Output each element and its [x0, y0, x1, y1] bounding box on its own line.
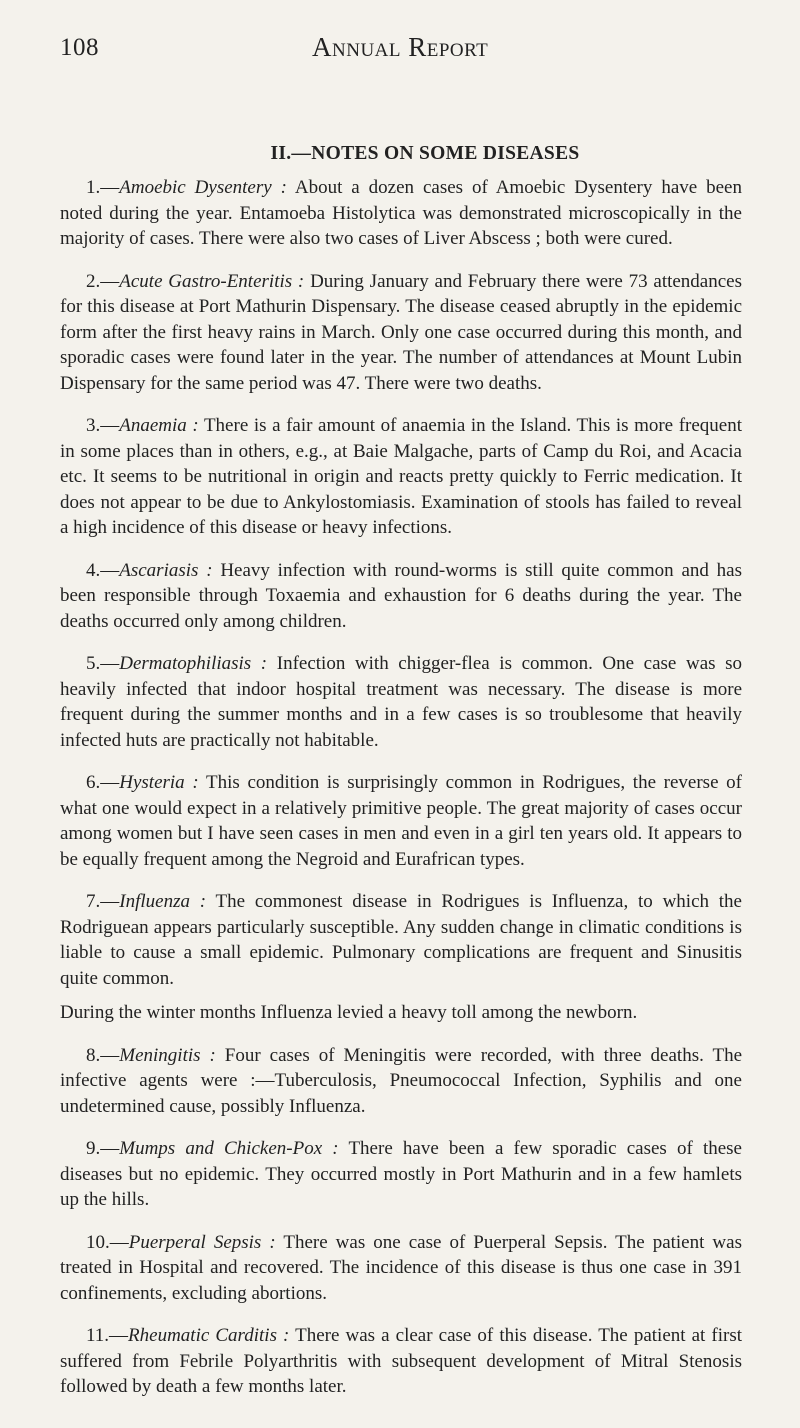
note-text: Heavy infection with round-worms is still quite common and has been responsible through Toxaemia and exhaustion for 6 deaths during the year. The deaths occurred only among children.	[60, 559, 743, 632]
note-disease-name: Acute Gastro-Enteritis :	[119, 270, 305, 292]
note-number: 7.—	[86, 891, 120, 912]
note-disease-name: Rheumatic Carditis :	[128, 1325, 290, 1346]
note-item	[60, 889, 742, 1026]
note-paragraph	[60, 1136, 742, 1213]
note-text: During January and February there were 73 attendances for this disease at Port Mathurin Dispensary. The disease ceased abruptly in the epidemic form after the first heavy rains in March. Only one case occurred during this month, and sporadic cases were found later in the year. The number of attendances at Mount Lubin Dispensary for the same period was 47. There were two deaths.	[60, 270, 743, 394]
note-number: 10.—	[86, 1231, 129, 1253]
note-text: Infection with chigger-flea is common. One case was so heavily infected that indoor hospital treatment was necessary. The disease is more frequent during the summer months and in a few cases is so troublesome that heavily infected huts are practically not habitable.	[60, 653, 743, 751]
note-disease-name: Puerperal Sepsis :	[128, 1231, 276, 1253]
note-disease-name: Anaemia :	[119, 415, 199, 436]
note-number: 2.—	[86, 270, 120, 292]
note-paragraph	[60, 1323, 742, 1400]
note-text: During the winter months Influenza levied a heavy toll among the newborn.	[60, 1002, 638, 1023]
header-title: Annual Report	[312, 32, 489, 62]
note-item	[60, 1323, 742, 1400]
note-disease-name: Amoebic Dysentery :	[119, 177, 287, 198]
note-paragraph	[60, 413, 742, 541]
note-disease-name: Dermatophiliasis :	[119, 653, 268, 674]
section-title: II.—NOTES ON SOME DISEASES	[270, 143, 580, 164]
running-head	[60, 0, 742, 70]
page-number: 108	[60, 34, 99, 61]
note-continuation	[60, 1000, 742, 1026]
note-item	[60, 1043, 742, 1120]
note-text: There was a clear case of this disease. The patient at first suffered from Febrile Polyarthritis with subsequent development of Mitral Stenosis followed by death a few months later.	[60, 1325, 743, 1397]
note-number: 1.—	[86, 177, 120, 198]
note-text: There is a fair amount of anaemia in the Island. This is more frequent in some places than in others, e.g., at Baie Malgache, parts of Camp du Roi, and Acacia etc. It seems to be nutritional in origin and reacts pretty quickly to Ferric medication. It does not appear to be due to Ankylostomiasis. Examination of stools has failed to reveal a high incidence of this disease or heavy infections.	[60, 415, 742, 538]
note-item	[60, 1230, 742, 1307]
note-item	[60, 651, 742, 753]
note-paragraph	[60, 651, 742, 753]
note-number: 6.—	[86, 772, 120, 793]
note-number: 11.—	[86, 1325, 129, 1346]
note-disease-name: Meningitis :	[119, 1044, 216, 1066]
note-item	[60, 413, 742, 541]
note-item	[60, 175, 742, 252]
note-number: 5.—	[86, 653, 120, 674]
note-item	[60, 770, 742, 872]
note-paragraph	[60, 1230, 742, 1307]
note-item	[60, 558, 742, 635]
note-paragraph	[60, 1043, 742, 1120]
note-item	[60, 1136, 742, 1213]
note-number: 3.—	[86, 415, 120, 436]
note-number: 8.—	[86, 1044, 120, 1066]
note-text: There was one case of Puerperal Sepsis. The patient was treated in Hospital and recovered. The incidence of this disease is thus one case in 391 confinements, excluding abortions.	[60, 1231, 742, 1304]
notes-list	[60, 175, 742, 1400]
note-text: About a dozen cases of Amoebic Dysentery have been noted during the year. Entamoeba Histolytica was demonstrated microscopically in the majority of cases. There were also two cases of Liver Abscess ; both were cured.	[60, 177, 742, 249]
note-text: The commonest disease in Rodrigues is Influenza, to which the Rodriguean appears particularly susceptible. Any sudden change in climatic conditions is liable to cause a small epidemic. Pulmonary complications are frequent and Sinusitis quite common.	[60, 891, 742, 989]
note-paragraph	[60, 558, 742, 635]
note-paragraph	[60, 889, 742, 991]
note-paragraph	[60, 770, 742, 872]
note-text: There have been a few sporadic cases of these diseases but no epidemic. They occurred mostly in Port Mathurin and in a few hamlets up the hills.	[60, 1138, 742, 1210]
note-text: Four cases of Meningitis were recorded, with three deaths. The infective agents were :—Tuberculosis, Pneumococcal Infection, Syphilis and one undetermined cause, possibly Influenza.	[60, 1044, 743, 1117]
note-disease-name: Influenza :	[119, 891, 207, 912]
note-text: This condition is surprisingly common in Rodrigues, the reverse of what one would expect in a relatively primitive people. The great majority of cases occur among women but I have seen cases in men and even in a girl ten years old. It appears to be equally frequent among the Negroid and Eurafrican types.	[60, 772, 742, 870]
note-number: 9.—	[86, 1138, 120, 1159]
note-number: 4.—	[86, 559, 120, 581]
note-disease-name: Mumps and Chicken-Pox :	[119, 1138, 339, 1159]
note-disease-name: Ascariasis :	[119, 559, 213, 581]
note-paragraph	[60, 269, 742, 397]
note-disease-name: Hysteria :	[119, 772, 199, 793]
note-paragraph	[60, 175, 742, 252]
note-item	[60, 269, 742, 397]
